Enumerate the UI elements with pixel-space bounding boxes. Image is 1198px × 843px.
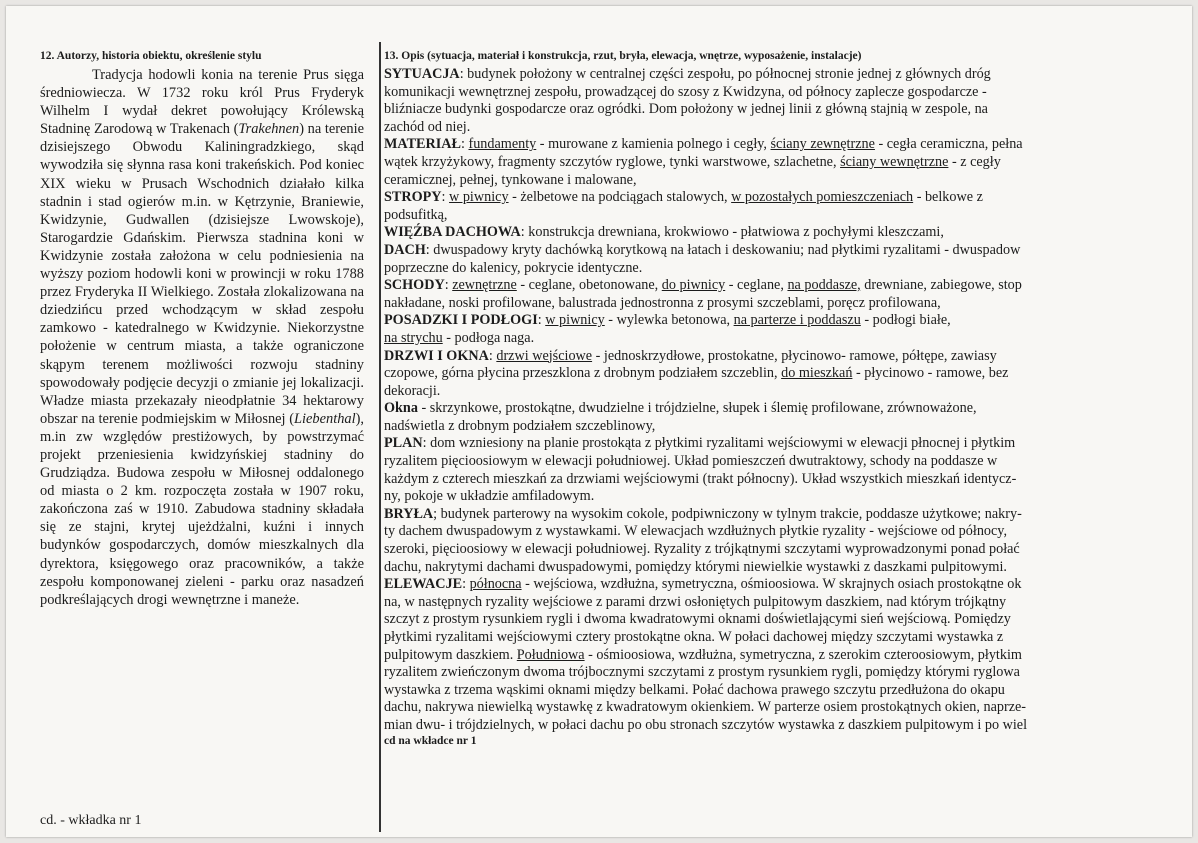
document-sheet [6, 6, 1192, 837]
description-line: nakładane, noski profilowane, balustrada jednostronna z prosymi szczeblami, poręcz profilowana, [384, 294, 941, 311]
description-line: pulpitowym daszkiem. Południowa - ośmioosiowa, wzdłużna, symetryczna, z szerokim czteroosiowym, płytkim [384, 646, 1022, 663]
section-13-heading: 13. Opis (sytuacja, materiał i konstrukcja, rzut, bryła, elewacja, wnętrze, wyposażenie, instalacje) [384, 50, 862, 62]
description-line: dekoracji. [384, 382, 441, 399]
section-13-column [384, 48, 1166, 748]
description-line: ceramicznej, pełnej, tynkowane i malowane, [384, 171, 637, 188]
description-line: dachu, nakrywa niewielką wystawkę z kwadratowym okienkiem. W parterze osiem prostokątnych okien, naprze- [384, 699, 1027, 716]
description-line: komunikacji wewnętrznej zespołu, prowadzącej do szosy z Kwidzyna, od północy zaplecze gospodarcze - [384, 83, 987, 100]
description-line: wystawka z trzema wąskimi oknami między belkami. Połać dachowa prawego szczytu przedłużona do okapu [384, 681, 1005, 698]
description-line: SYTUACJA: budynek położony w centralnej części zespołu, po północnej stronie jednej z głównych dróg [384, 66, 991, 82]
description-line: ryzalitem zwieńczonym dwoma trójbocznymi szczytami z prostym rysunkiem rygli, pomiędzy którymi ryglowa [384, 664, 1020, 681]
description-line: na strychu - podłoga naga. [384, 329, 535, 346]
description-line: szczyt z prostym rysunkiem rygli i dwoma kwadratowymi oknami doświetlającymi sień wejściową. Pomiędzy [384, 611, 1011, 628]
section-12-heading: 12. Autorzy, historia obiektu, określenie stylu [40, 50, 262, 62]
description-line: nadświetla z drobnym podziałem szczeblinowy, [384, 417, 656, 434]
description-line: BRYŁA; budynek parterowy na wysokim cokole, podpiwniczony w tylnym trakcie, poddasze użytkowe; nakry- [384, 505, 1022, 522]
description-line: DACH: dwuspadowy kryty dachówką korytkową na łatach i deskowaniu; nad płytkimi ryzalitami - dwuspadow [384, 241, 1021, 258]
description-line: Okna - skrzynkowe, prostokątne, dwudzielne i trójdzielne, słupek i ślemię profilowane, zrównoważone, [384, 400, 977, 417]
description-line: wątek krzyżykowy, fragmenty szczytów ryglowe, tynki warstwowe, szlachetne, ściany wewnętrzne - z cegły [384, 153, 1001, 170]
description-line: STROPY: w piwnicy - żelbetowe na podciągach stalowych, w pozostałych pomieszczeniach - belkowe z [384, 189, 983, 206]
description-line: poprzeczne do kalenicy, pokrycie identyczne. [384, 259, 643, 276]
history-text: Tradycja hodowli konia na terenie Prus sięga średniowiecza. W 1732 roku król Prus Fryderyk Wilhelm I wydał dekret powołujący Królewską Stadninę Zarodową w Trakenach (Trakehnen) na terenie dzisiejszego Obwodu Kaliningradzkiego, skąd wywodziła się słynna rasa koni trakeńskich. Pod koniec XIX wieku w Prusach Wschodnich działało kilka stadnin i stad ogierów m.in. w Kętrzynie, Braniewie, Kwidzynie, Gudwallen (dzisiejsze Lwowskoje), Starogardzie Gdańskim. Pierwsza stadnina koni w Kwidzynie została założona w celu podniesienia na wyższy poziom hodowli koni w prowincji w roku 1788 przez Fryderyka II Wielkiego. Została zlokalizowana na dziedzińcu przed wchodzącym w skład zespołu zamkowo - katedralnego w Kwidzynie. Niekorzystne położenie w centrum miasta, a także ograniczone skąpym terenem możliwości rozwoju stadniny spowodowały podjęcie decyzji o zmianie jej lokalizacji. Władze miasta przekazały nieodpłatnie 34 hektarowy obszar na terenie podmiejskim w Miłosnej (Liebenthal), m.in zw względów prestiżowych, by powstrzymać projekt przeniesienia kwidzyńskiej stadniny do Grudziądza. Budowa zespołu w Miłosnej oddalonego od miasta o 2 km. rozpoczęta została w 1907 roku, zakończona zaś w 1910. Zabudowa stadniny składała się ze stajni, krytej ujeżdżalni, kuźni i innych budynków gospodarczych, domów mieszkalnych dla dyrektora, księgowego oraz pracowników, a także zespołu komponowanej zieleni - parku oraz nasadzeń podkreślających drogi wewnętrzne i maneże. [40, 67, 364, 608]
section-12-column [40, 48, 364, 828]
description-line: podsufitką, [384, 206, 448, 223]
description-line: zachód od niej. [384, 118, 471, 135]
description-line: bliźniacze budynki gospodarcze oraz ogródki. Dom położony w jednej linii z główną stajnią w zespole, na [384, 101, 988, 118]
description-line: płytkimi ryzalitami wejściowymi cztery prostokątne okna. W połaci dachowej między szczytami wystawka z [384, 629, 1004, 645]
description-line: MATERIAŁ: fundamenty - murowane z kamienia polnego i cegły, ściany zewnętrzne - cegła ceramiczna, pełna [384, 136, 1023, 153]
description-line: ryzalitem pięcioosiowym w elewacji południowej. Układ pomieszczeń dwutraktowy, schody na poddasze w [384, 453, 998, 470]
description-line: ny, pokoje w układzie amfiladowym. [384, 488, 595, 505]
left-footer-note: cd. - wkładka nr 1 [40, 813, 142, 828]
right-footer-note: cd na wkładce nr 1 [384, 734, 477, 747]
description-line: WIĘŹBA DACHOWA: konstrukcja drewniana, krokwiowo - płatwiowa z pochyłymi kleszczami, [384, 224, 944, 241]
description-line: dachu, nakrytymi dachami dwuspadowymi, pomiędzy którymi niewielkie wystawki z daszkami pulpitowymi. [384, 558, 1007, 575]
description-line: szeroki, pięcioosiowy w elewacji południowej. Ryzality z trójkątnymi szczytami wyprowadzonymi ponad połać [384, 541, 1020, 558]
description-line: POSADZKI I PODŁOGI: w piwnicy - wylewka betonowa, na parterze i poddaszu - podłogi białe, [384, 312, 951, 329]
description-line: DRZWI I OKNA: drzwi wejściowe - jednoskrzydłowe, prostokatne, płycinowo- ramowe, półtępe, zawiasy [384, 347, 997, 364]
description-text [384, 66, 1166, 735]
column-divider [379, 42, 381, 832]
description-line: PLAN: dom wzniesiony na planie prostokąta z płytkimi ryzalitami wejściowymi w elewacji płnocnej i płytkim [384, 435, 1016, 452]
description-line: mian dwu- i trójdzielnych, w połaci dachu po obu stronach szczytów wystawka z daszkiem pulpitowym i po wiel [384, 716, 1028, 733]
description-line: na, w następnych ryzality wejściowe z parami drzwi osłoniętych pulpitowym daszkiem, nad którym trójkątny [384, 593, 1007, 610]
description-line: ty dachem dwuspadowym z wystawkami. W elewacjach wzdłużnych płytkie ryzality - wejściowe od północy, [384, 523, 1008, 540]
description-line: każdym z czterech mieszkań za drzwiami wejściowymi (trakt północny). Układ wszystkich mieszkań identycz- [384, 470, 1017, 487]
description-line: ELEWACJE: północna - wejściowa, wzdłużna, symetryczna, ośmioosiowa. W skrajnych osiach prostokątne ok [384, 576, 1022, 593]
description-line: SCHODY: zewnętrzne - ceglane, obetonowane, do piwnicy - ceglane, na poddasze, drewniane, zabiegowe, stop [384, 277, 1022, 294]
description-line: czopowe, górna płycina przeszklona z drobnym podziałem szczeblin, do mieszkań - płycinowo - ramowe, bez [384, 365, 1009, 382]
